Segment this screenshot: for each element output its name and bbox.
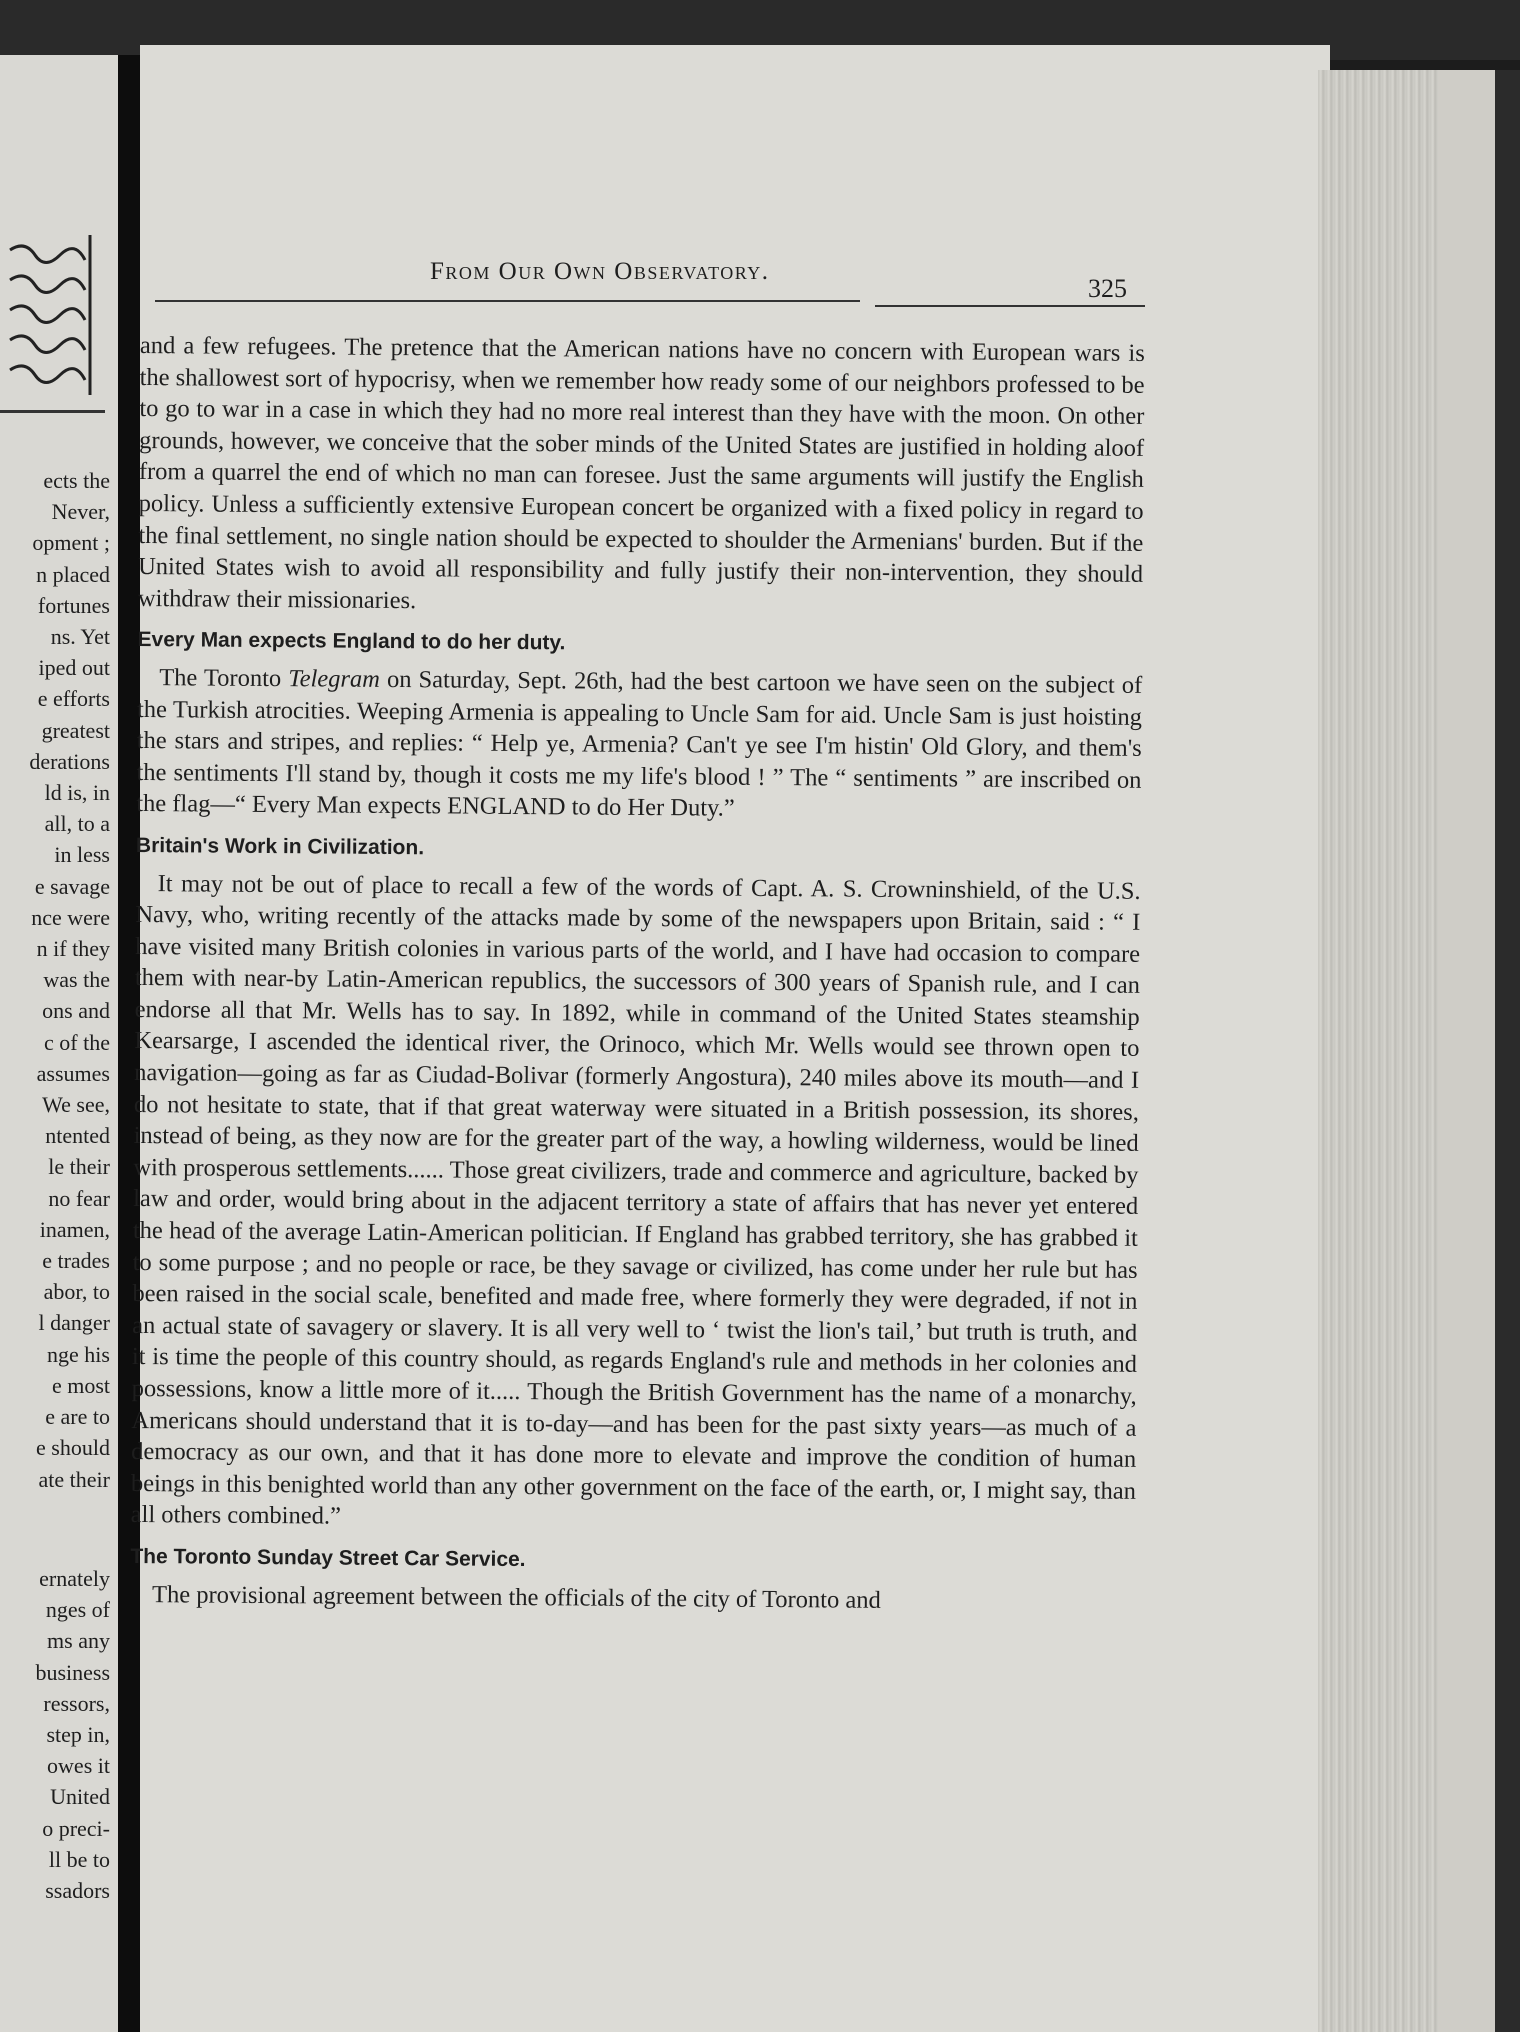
facing-page-line: was the xyxy=(43,967,110,993)
facing-page-line: ressors, xyxy=(43,1690,110,1716)
facing-page-text-bottom xyxy=(0,1563,110,1906)
header-rule xyxy=(155,300,860,302)
facing-page-line: iped out xyxy=(38,655,110,681)
facing-page-line: no fear xyxy=(48,1185,110,1211)
facing-page-line: ate their xyxy=(38,1466,110,1492)
facing-page-line: abor, to xyxy=(43,1279,110,1305)
facing-page-line: ssadors xyxy=(45,1878,110,1904)
facing-page-line: all, to a xyxy=(44,811,110,837)
facing-page-line: ms any xyxy=(47,1628,110,1654)
section-heading: Every Man expects England to do her duty. xyxy=(137,628,566,655)
facing-page-line: ernately xyxy=(39,1566,110,1591)
facing-page-line: nges of xyxy=(45,1597,110,1623)
facing-page-line: n placed xyxy=(36,561,110,587)
facing-page-line: business xyxy=(35,1659,110,1685)
newspaper-title: Telegram xyxy=(288,665,381,693)
facing-page-line: We see, xyxy=(42,1092,110,1118)
facing-page-line: fortunes xyxy=(37,592,110,618)
facing-page-line: ld is, in xyxy=(44,780,110,806)
facing-page-line: United xyxy=(50,1784,110,1810)
facing-page-line: derations xyxy=(29,748,110,774)
paragraph: and a few refugees. The pretence that the American nations have no concern with European wars is the shallowest sort of hypocrisy, when we remember how ready some of our neighbors professed to be to go to war in a case in which they had no more real interest than they have with the moon. On other grounds, however, we conceive that the sober minds of the United States are justified in holding aloof from a quarrel the end of which no man can foresee. Just the same arguments will justify the English policy. Unless a sufficiently extensive European concert be organized with a fixed policy in regard to the final settlement, no single nation should be expected to shoulder the Armenians' burden. But if the United States wish to avoid all responsibility and fully justify their non-intervention, they should withdraw their missionaries. xyxy=(137,331,1145,614)
facing-page-line: n if they xyxy=(36,936,110,962)
facing-page-line: o preci- xyxy=(42,1815,110,1841)
facing-page-line: greatest xyxy=(41,717,110,743)
facing-page-line: e savage xyxy=(34,873,110,899)
facing-page-line: le their xyxy=(48,1154,110,1180)
facing-page-line: opment ; xyxy=(32,530,110,556)
decorative-ornament xyxy=(0,230,105,413)
facing-page-line: ects the xyxy=(43,468,110,493)
facing-page-line: c of the xyxy=(44,1029,110,1055)
running-head: From Our Own Observatory. xyxy=(430,258,770,285)
facing-page-line: step in, xyxy=(46,1722,110,1748)
facing-page-text-top xyxy=(0,465,110,1495)
paragraph-text: on Saturday, Sept. 26th, had the best cartoon we have seen on the subject of the Turkish atrocities. Weeping Armenia is appealing to Uncle Sam for aid. Uncle Sam is just hoisting the stars and stripes, and replies: “ Help ye, Armenia? Can't ye see I'm histin' Old Glory, and them's the sentiments I'll stand by, though it costs me my life's blood ! ” The “ sentiments ” are inscribed on the flag—“ Every Man expects ENGLAND to do Her Duty.” xyxy=(136,665,1143,822)
facing-page-line: e efforts xyxy=(37,686,110,712)
paragraph xyxy=(136,662,1142,828)
facing-page-line: nce were xyxy=(31,904,110,930)
scan-border-right xyxy=(1495,70,1520,2032)
article-body xyxy=(130,330,1145,1618)
facing-page-line: e trades xyxy=(42,1248,110,1274)
header-rule-right xyxy=(875,305,1145,307)
page-number: 325 xyxy=(1088,274,1127,303)
facing-page-line: nge his xyxy=(47,1341,110,1367)
facing-page-line: in less xyxy=(54,842,110,868)
facing-page-line: ntented xyxy=(45,1123,110,1149)
facing-page-line: e should xyxy=(36,1435,110,1461)
facing-page-line: e most xyxy=(51,1372,110,1398)
facing-page-line: inamen, xyxy=(39,1216,110,1242)
paragraph: It may not be out of place to recall a few of the words of Capt. A. S. Crowninshield, of the U.S. Navy, who, writing recently of the attacks made by some of the newspapers upon Britain, said : “ I have visited many British colonies in various parts of the world, and I have had occasion to compare them with near-by Latin-American republics, the successors of 300 years of Spanish rule, and I can endorse all that Mr. Wells has to say. In 1892, while in command of the United States steamship Kearsarge, I ascended the identical river, the Orinoco, which Mr. Wells would see thrown open to navigation—going as far as Ciudad-Bolivar (formerly Angostura), 240 miles above its mouth—and I do not hesitate to state, that if that great waterway were situated in a British possession, its shores, instead of being, as they now are for the greater part of the way, a howling wilderness, would be lined with prosperous settlements...... Those great civilizers, trade and commerce and agriculture, backed by law and order, would bring about in the adjacent territory a state of affairs that has never yet entered the head of the average Latin-American politician. If England has grabbed territory, she has grabbed it to some purpose ; and no people or race, be they savage or civilized, has come under her rule but has been raised in the social scale, benefited and made free, where formerly they were degraded, if not in an actual state of savagery or slavery. It is all very well to ‘ twist the lion's tail,’ but truth is truth, and it is time the people of this country should, as regards England's rule and methods in her colonies and possessions, know a little more of it..... Though the British Government has the name of a monarchy, Americans should understand that it is to-day—and has been for the past sixty years—as much of a democracy as our own, and that it has done more to elevate and improve the condition of human beings in this benighted world than any other government on the face of the earth, or, I might say, than all others combined.” xyxy=(130,869,1141,1530)
facing-page-line: l danger xyxy=(38,1310,110,1336)
paragraph: The provisional agreement between the officials of the city of Toronto and xyxy=(151,1580,881,1614)
facing-page-line: assumes xyxy=(36,1060,110,1086)
facing-page xyxy=(0,55,118,2032)
facing-page-line: Never, xyxy=(51,499,110,525)
ornament-graphic xyxy=(0,230,105,400)
section-heading: The Toronto Sunday Street Car Service. xyxy=(130,1544,526,1572)
facing-page-line: e are to xyxy=(45,1404,110,1430)
section-heading: Britain's Work in Civilization. xyxy=(135,833,425,860)
facing-page-line: ll be to xyxy=(48,1846,110,1872)
facing-page-line: ons and xyxy=(42,998,110,1024)
facing-page-line: ns. Yet xyxy=(50,624,110,650)
page-edges xyxy=(1318,70,1438,2032)
facing-page-line: owes it xyxy=(47,1753,110,1779)
paragraph-text: The Toronto xyxy=(159,664,289,693)
